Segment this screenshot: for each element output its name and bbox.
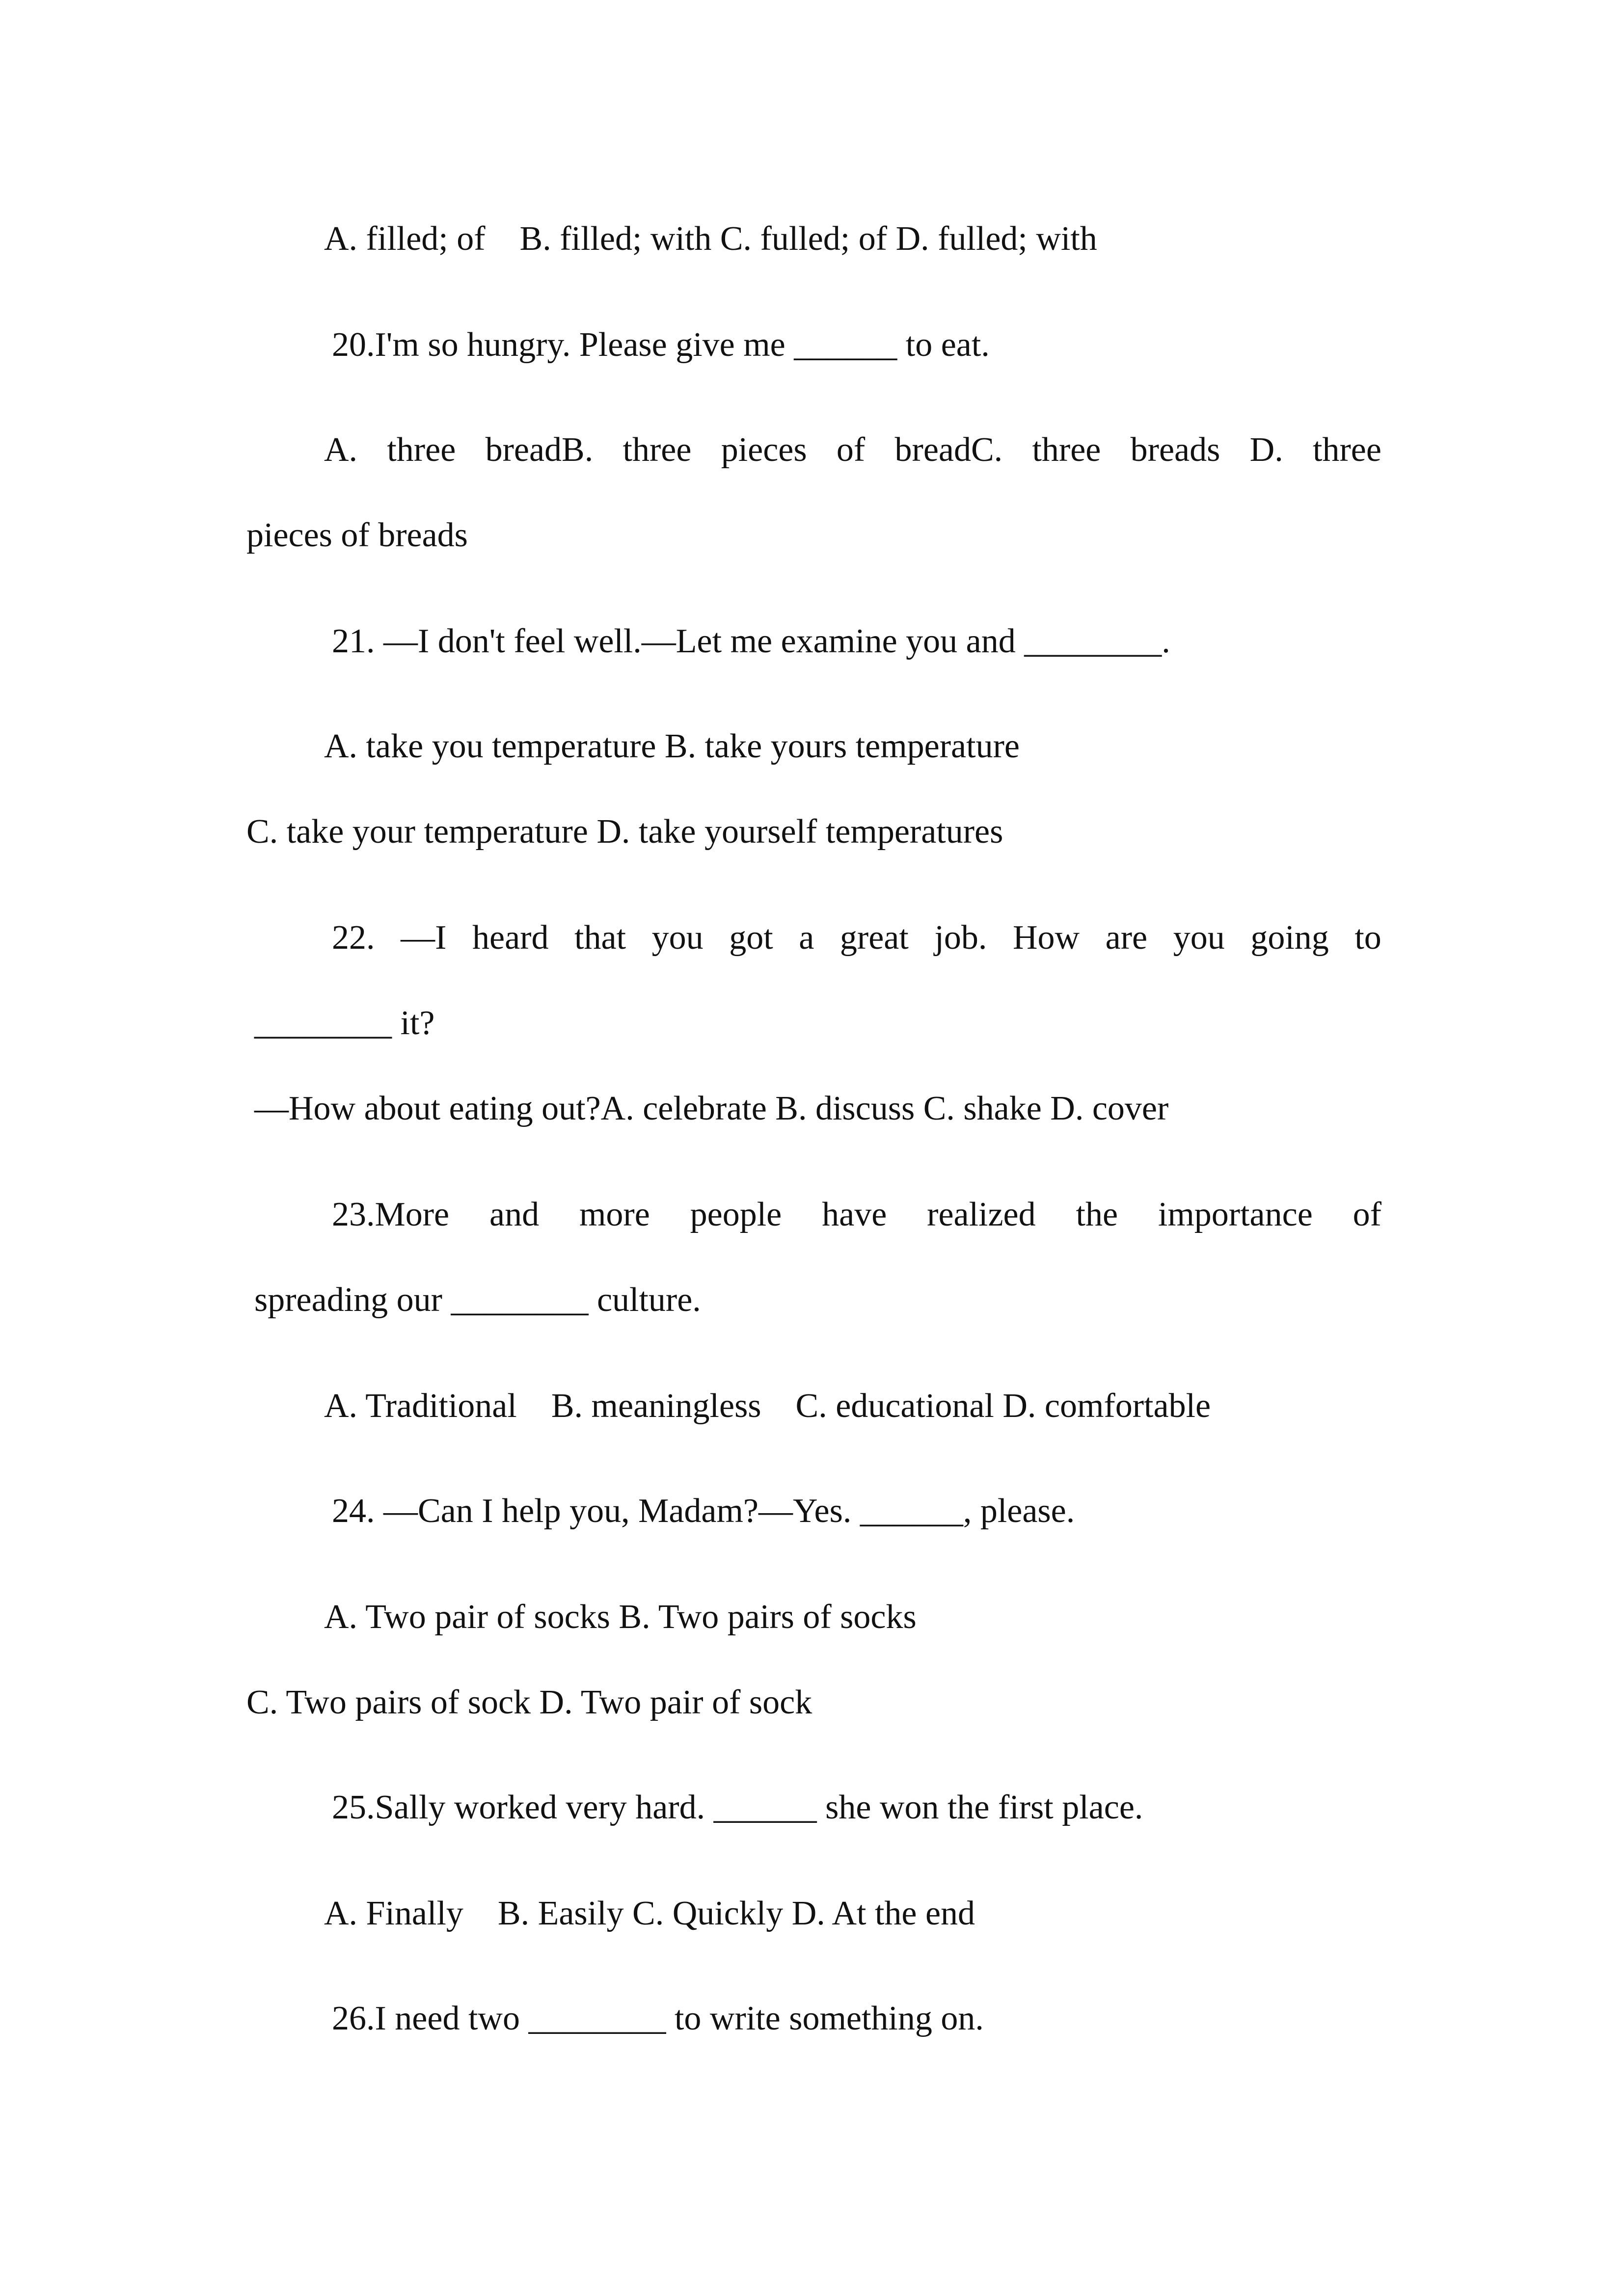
question-20-stem: 20.I'm so hungry. Please give me ______ to eat. bbox=[332, 326, 990, 364]
word: a bbox=[799, 919, 814, 957]
word: breadC. bbox=[894, 431, 1003, 469]
word: have bbox=[822, 1196, 887, 1233]
word: and bbox=[489, 1196, 540, 1233]
word: 22. bbox=[332, 919, 375, 957]
word: of bbox=[1353, 1196, 1381, 1233]
word: people bbox=[690, 1196, 782, 1233]
word: D. bbox=[1249, 431, 1283, 469]
word: you bbox=[651, 919, 704, 957]
question-19-options: A. filled; of B. filled; with C. fulled; of D. fulled; with bbox=[324, 220, 1097, 258]
word: How bbox=[1012, 919, 1080, 957]
question-21-stem: 21. —I don't feel well.—Let me examine you and ________. bbox=[332, 622, 1170, 660]
word: the bbox=[1076, 1196, 1118, 1233]
word: realized bbox=[927, 1196, 1036, 1233]
word: of bbox=[836, 431, 866, 469]
word: to bbox=[1354, 919, 1381, 957]
question-25-options: A. Finally B. Easily C. Quickly D. At the end bbox=[324, 1895, 975, 1932]
word: breadB. bbox=[485, 431, 594, 469]
question-24-stem: 24. —Can I help you, Madam?—Yes. ______, please. bbox=[332, 1492, 1075, 1530]
question-21-options-line-2: C. take your temperature D. take yourself temperatures bbox=[246, 813, 1003, 851]
question-23-stem-line-1 bbox=[332, 1198, 1381, 1232]
word: three bbox=[1313, 431, 1381, 469]
word: A. bbox=[324, 431, 358, 469]
word: three bbox=[1032, 431, 1101, 469]
question-22-answer-and-options: —How about eating out?A. celebrate B. discuss C. shake D. cover bbox=[254, 1090, 1169, 1127]
question-24-options-line-2: C. Two pairs of sock D. Two pair of sock bbox=[246, 1683, 812, 1721]
word: you bbox=[1173, 919, 1225, 957]
question-23-options: A. Traditional B. meaningless C. educational D. comfortable bbox=[324, 1387, 1211, 1425]
word: that bbox=[574, 919, 626, 957]
question-23-stem-line-2: spreading our ________ culture. bbox=[254, 1281, 701, 1319]
question-20-options-line-2: pieces of breads bbox=[246, 516, 468, 554]
word: pieces bbox=[721, 431, 807, 469]
word: heard bbox=[472, 919, 549, 957]
word: three bbox=[623, 431, 692, 469]
word: 23.More bbox=[332, 1196, 450, 1233]
word: are bbox=[1105, 919, 1148, 957]
question-22-stem-line-1 bbox=[332, 921, 1381, 955]
word: job. bbox=[934, 919, 987, 957]
word: importance bbox=[1158, 1196, 1313, 1233]
word: going bbox=[1250, 919, 1329, 957]
question-22-stem-line-2: ________ it? bbox=[254, 1004, 435, 1042]
word: got bbox=[729, 919, 773, 957]
word: three bbox=[387, 431, 456, 469]
question-25-stem: 25.Sally worked very hard. ______ she won the first place. bbox=[332, 1789, 1143, 1826]
word: great bbox=[839, 919, 909, 957]
question-20-options-line-1 bbox=[324, 433, 1381, 467]
word: —I bbox=[401, 919, 447, 957]
word: breads bbox=[1130, 431, 1220, 469]
question-26-stem: 26.I need two ________ to write something on. bbox=[332, 2000, 984, 2037]
question-24-options-line-1: A. Two pair of socks B. Two pairs of socks bbox=[324, 1598, 917, 1636]
question-21-options-line-1: A. take you temperature B. take yours temperature bbox=[324, 727, 1020, 765]
word: more bbox=[579, 1196, 650, 1233]
